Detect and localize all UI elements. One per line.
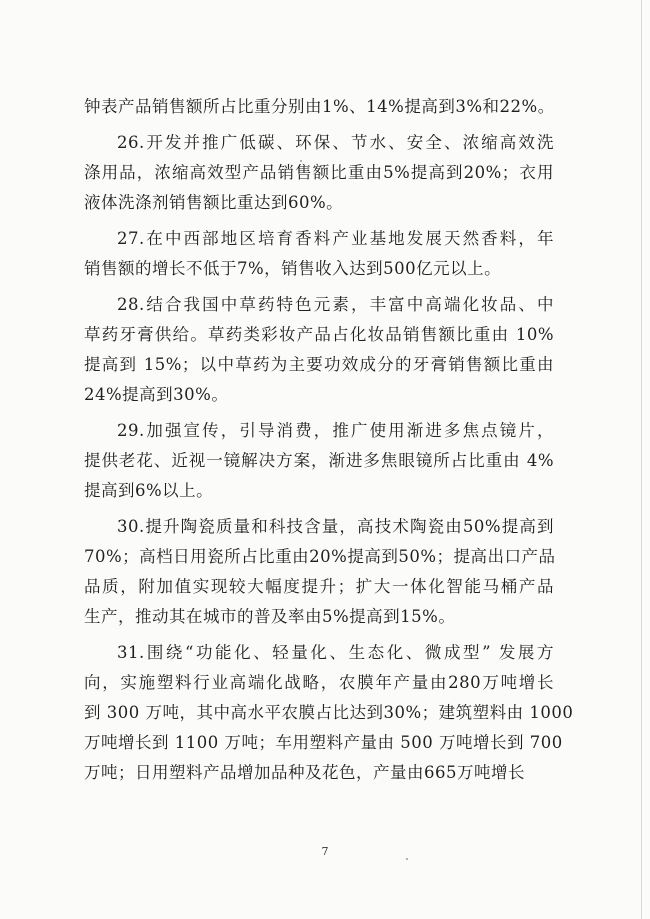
text-line: 钟表产品销售额所占比重分别由1%、14%提高到3%和22%。 [84, 97, 555, 116]
text-line: 30.提升陶瓷质量和科技含量，高技术陶瓷由50%提高到 [117, 517, 554, 536]
scan-speck [406, 858, 408, 860]
text-line: 到 300 万吨，其中高水平农膜占比达到30%；建筑塑料由 1000 [84, 703, 574, 722]
text-line: 31.围绕“功能化、轻量化、生态化、微成型” 发展方 [117, 643, 554, 662]
text-line: 提供老花、近视一镜解决方案，渐进多焦眼镜所占比重由 4% [84, 451, 554, 470]
text-line: 26.开发并推广低碳、环保、节水、安全、浓缩高效洗 [117, 133, 554, 152]
text-line: 27.在中西部地区培育香料产业基地发展天然香料，年 [117, 229, 554, 248]
paragraph-p27 [84, 224, 554, 284]
paragraph-p31 [84, 638, 574, 788]
text-line: 万吨增长到 1100 万吨；车用塑料产量由 500 万吨增长到 700 [84, 733, 563, 752]
scan-edge [641, 0, 642, 919]
text-line: 提高到6%以上。 [84, 481, 214, 500]
paragraph-p28 [84, 290, 554, 410]
text-line: 生产，推动其在城市的普及率由5%提高到15%。 [84, 607, 456, 626]
text-line: 24%提高到30%。 [84, 385, 229, 404]
document-body [84, 92, 574, 788]
text-line: 70%；高档日用瓷所占比重由20%提高到50%；提高出口产品 [84, 547, 556, 566]
text-line: 涤用品，浓缩高效型产品销售额比重由5%提高到20%；衣用 [84, 163, 554, 182]
text-line: 29.加强宣传，引导消费，推广使用渐进多焦点镜片， [117, 421, 554, 440]
paragraph-p25-tail [84, 92, 554, 122]
paragraph-p26 [84, 128, 554, 218]
text-line: 28.结合我国中草药特色元素，丰富中高端化妆品、中 [117, 295, 554, 314]
text-line: 销售额的增长不低于7%，销售收入达到500亿元以上。 [84, 259, 502, 278]
paragraph-p30 [84, 512, 554, 632]
text-line: 液体洗涤剂销售额比重达到60%。 [84, 193, 344, 212]
text-line: 提高到 15%；以中草药为主要功效成分的牙膏销售额比重由 [84, 355, 554, 374]
text-line: 万吨；日用塑料产品增加品种及花色，产量由665万吨增长 [84, 763, 525, 782]
text-line: 品质，附加值实现较大幅度提升；扩大一体化智能马桶产品 [84, 577, 554, 596]
paragraph-p29 [84, 416, 554, 506]
text-line: 草药牙膏供给。草药类彩妆产品占化妆品销售额比重由 10% [84, 325, 554, 344]
text-line: 向，实施塑料行业高端化战略，农膜年产量由280万吨增长 [84, 673, 554, 692]
scan-speck [300, 160, 302, 162]
page-number: 7 [321, 845, 329, 858]
